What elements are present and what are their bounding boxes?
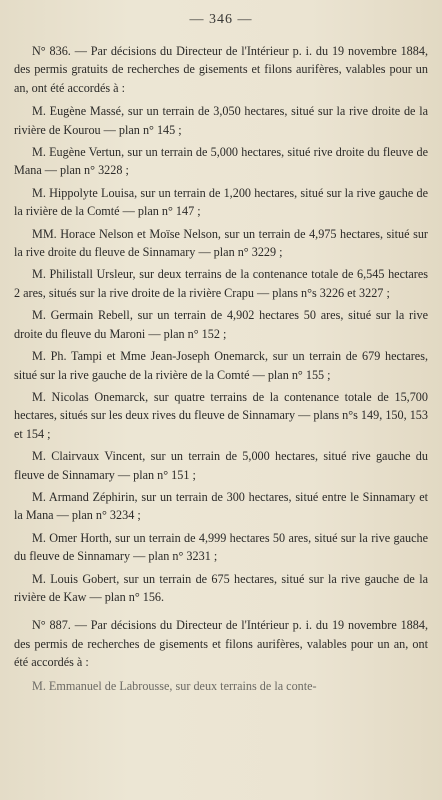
permit-entry-gobert: M. Louis Gobert, sur un terrain de 675 hectares, situé sur la rive gauche de la rivière de Kaw — plan n° 156. bbox=[14, 571, 428, 604]
permit-entry-tampi-onemarck: M. Ph. Tampi et Mme Jean-Joseph Onemarck, sur un terrain de 679 hectares, situé sur la rive gauche de la rivière de la Comté — plan n° 155 ; bbox=[14, 349, 428, 382]
page-number: — 346 — bbox=[189, 12, 253, 27]
decision-836-intro: N° 836. — Par décisions du Directeur de l'Intérieur p. i. du 19 novembre 1884, des permis gratuits de recherches de gisements et filons aurifères, valables pour un an, ont été accordés à : bbox=[14, 44, 428, 95]
permit-entry-horth: M. Omer Horth, sur un terrain de 4,999 hectares 50 ares, situé sur la rive gauche du fleuve de Sinnamary — plan n° 3231 ; bbox=[14, 530, 428, 564]
permit-entry-rebell: M. Germain Rebell, sur un terrain de 4,902 hectares 50 ares, situé sur la rive droite du fleuve du Maroni — plan n° 152 ; bbox=[14, 308, 428, 341]
decision-887-intro: N° 887. — Par décisions du Directeur de l'Intérieur p. i. du 19 novembre 1884, des permis de recherches de gisements et filons aurifères, valables pour un an, ont été accordés à : bbox=[14, 618, 428, 670]
permit-entry-nicolas-onemarck: M. Nicolas Onemarck, sur quatre terrains de la contenance totale de 15,700 hectares, situés sur les deux rives du fleuve de Sinnamary — plans n°s 149, 150, 153 et 154 ; bbox=[14, 389, 428, 441]
permit-entry-louisa: M. Hippolyte Louisa, sur un terrain de 1,200 hectares, situé sur la rive gauche de la rivière de la Comté — plan n° 147 ; bbox=[14, 185, 428, 219]
permit-entry-vincent: M. Clairvaux Vincent, sur un terrain de 5,000 hectares, situé rive gauche du fleuve de Sinnamary — plan n° 151 ; bbox=[14, 449, 428, 482]
permit-entry-zephirin: M. Armand Zéphirin, sur un terrain de 300 hectares, situé entre le Sinnamary et la Mana — plan n° 3234 ; bbox=[14, 489, 428, 523]
permit-entry-nelson: MM. Horace Nelson et Moïse Nelson, sur un terrain de 4,975 hectares, situé sur la rive droite du fleuve de Sinnamary — plan n° 3229 ; bbox=[14, 226, 428, 260]
permit-entry-labrousse: M. Emmanuel de Labrousse, sur deux terrains de la conte- bbox=[32, 678, 317, 693]
permit-entry-vertun: M. Eugène Vertun, sur un terrain de 5,000 hectares, situé rive droite du fleuve de Mana — plan n° 3228 ; bbox=[14, 145, 428, 178]
permit-entry-ursleur: M. Philistall Ursleur, sur deux terrains de la contenance totale de 6,545 hectares 2 ares, situés sur la rive droite de la rivière Crapu — plans n°s 3226 et 3227 ; bbox=[14, 267, 428, 300]
permit-entry-masse: M. Eugène Massé, sur un terrain de 3,050 hectares, situé sur la rive droite de la rivière de Kourou — plan n° 145 ; bbox=[14, 104, 428, 137]
